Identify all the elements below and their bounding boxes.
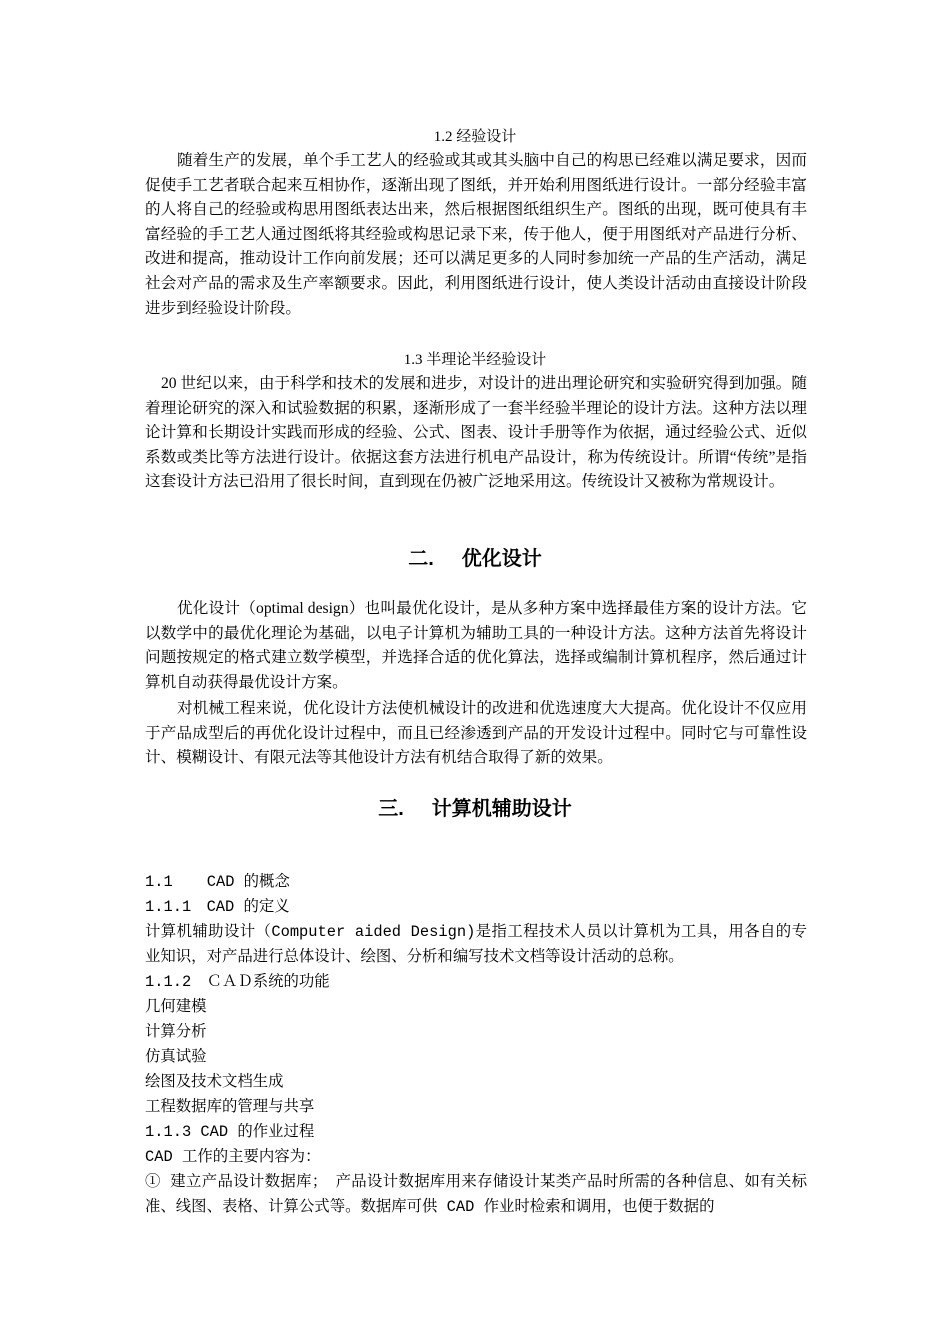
chapter-2-title: 优化设计 [461,548,542,570]
chapter-2-heading [145,546,805,572]
function-item: 绘图及技术文档生成 [145,1073,284,1091]
paragraph-optimization-1: 优化设计（optimal design）也叫最优化设计，是从多种方案中选择最佳方案的设计方法。它以数学中的最优化理论为基础，以电子计算机为辅助工具的一种设计方法。这种方法首先将设计问题按规定的格式建立数学模型，并选择合适的优化算法，选择或编制计算机程序，然后通过计算机自动获得最优设计方案。 [145,600,807,691]
list-item-database: ① 建立产品设计数据库； 产品设计数据库用来存储设计某类产品时所需的各种信息、如有关标准、线图、表格、计算公式等。数据库可供 CAD 作业时检索和调用，也便于数据的 [145,1173,807,1216]
chapter-2-number: 二. [408,548,434,570]
function-item: 工程数据库的管理与共享 [145,1098,315,1116]
chapter-3-title: 计算机辅助设计 [431,798,572,820]
paragraph-semi-theory-design: 20 世纪以来，由于科学和技术的发展和进步，对设计的进出理论研究和实验研究得到加强。随着理论研究的深入和试验数据的积累，逐渐形成了一套半经验半理论的设计方法。这种方法以理论计算和长期设计实践而形成的经验、公式、图表、设计手册等作为依据，通过经验公式、近似系数或类比等方法进行设计。依据这套方法进行机电产品设计，称为传统设计。所谓“传统”是指这套设计方法已沿用了很长时间，直到现在仍被广泛地采用这。传统设计又被称为常规设计。 [145,375,807,491]
chapter-3-heading [145,796,805,822]
section-heading-1-2: 1.2 经验设计 [433,129,517,145]
section-heading-1-3: 1.3 半理论半经验设计 [403,352,547,368]
paragraph-experience-design: 随着生产的发展，单个手工艺人的经验或其或其头脑中自己的构思已经难以满足要求，因而促使手工艺者联合起来互相协作，逐渐出现了图纸，并开始利用图纸进行设计。一部分经验丰富的人将自己的经验或构思用图纸表达出来，然后根据图纸组织生产。图纸的出现，既可使具有丰富经验的手工艺人通过图纸将其经验或构思记录下来，传于他人，便于用图纸对产品进行分析、改进和提高，推动设计工作向前发展；还可以满足更多的人同时参加统一产品的生产活动，满足社会对产品的需求及生产率额要求。因此，利用图纸进行设计，使人类设计活动由直接设计阶段进步到经验设计阶段。 [145,152,807,317]
subsection-1-1-1: 1.1.1 CAD 的定义 [145,898,290,916]
subsection-1-1-title: CAD 的概念 [206,873,290,891]
subsection-1-1-number: 1.1 [145,873,173,891]
subsection-1-1-3: 1.1.3 CAD 的作业过程 [145,1123,315,1141]
chapter-3-number: 三. [378,798,404,820]
function-item: 计算分析 [145,1023,207,1041]
main-content-label: CAD 工作的主要内容为： [145,1148,321,1166]
subsection-1-1-2: 1.1.2 ＣＡＤ系统的功能 [145,973,330,991]
function-item: 几何建模 [145,998,207,1016]
function-item: 仿真试验 [145,1048,207,1066]
subsection-1-1 [145,870,807,895]
cad-definition-text: 计算机辅助设计（Computer aided Design)是指工程技术人员以计算机为工具，用各自的专业知识，对产品进行总体设计、绘图、分析和编写技术文档等设计活动的总称。 [145,923,807,966]
paragraph-optimization-2: 对机械工程来说，优化设计方法使机械设计的改进和优选速度大大提高。优化设计不仅应用于产品成型后的再优化设计过程中，而且已经渗透到产品的开发设计过程中。同时它与可靠性设计、模糊设计、有限元法等其他设计方法有机结合取得了新的效果。 [145,700,807,767]
